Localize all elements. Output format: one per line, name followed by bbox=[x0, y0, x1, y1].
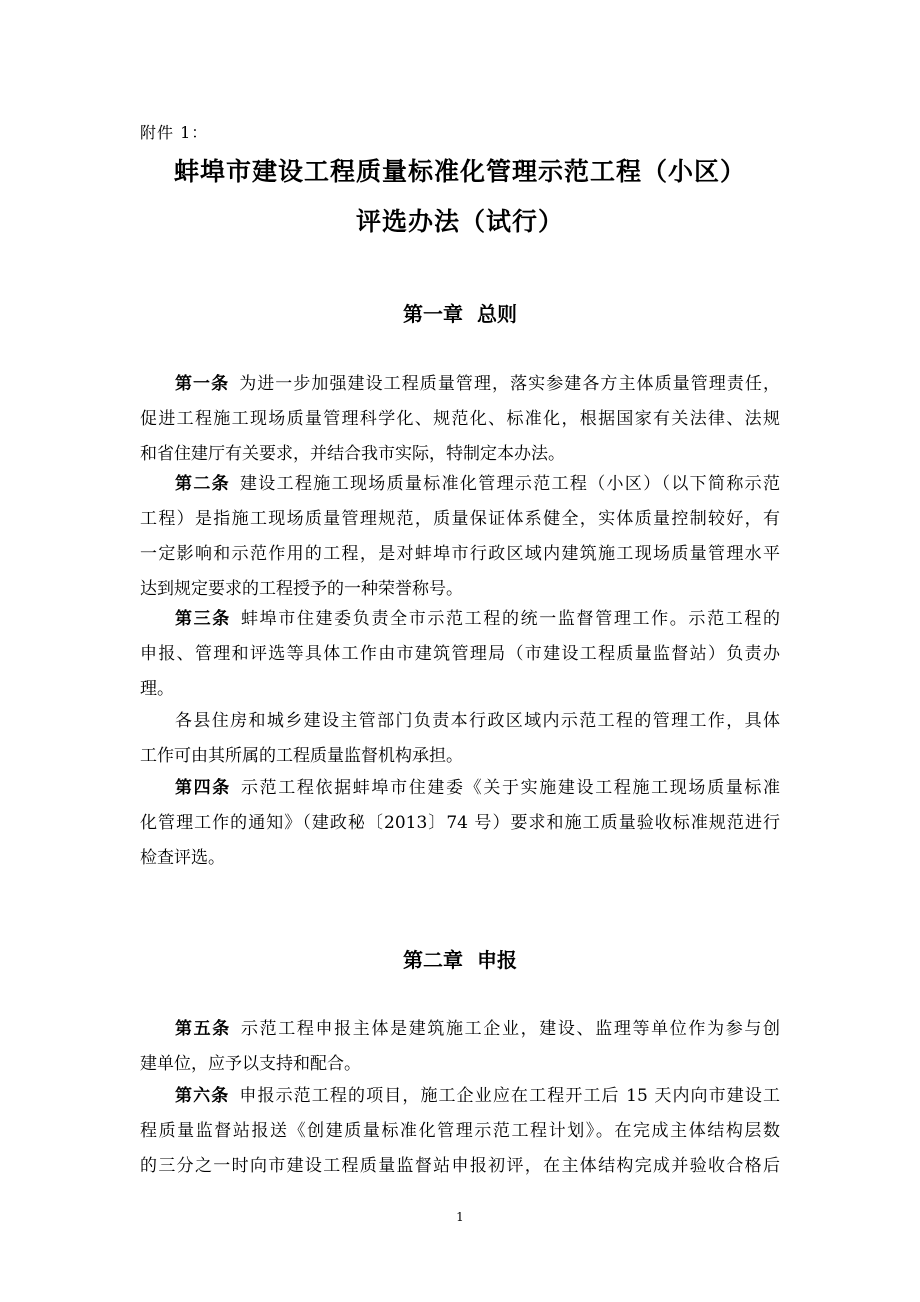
chapter-number: 第一章 bbox=[403, 302, 463, 326]
article-6 bbox=[140, 1079, 780, 1184]
paragraph-line: 第五条 示范工程申报主体是建筑施工企业，建设、监理等单位作为参与创 bbox=[175, 1019, 781, 1039]
paragraph-line: 检查评选。 bbox=[140, 848, 225, 868]
article-4 bbox=[140, 771, 780, 876]
paragraph-line: 第六条 申报示范工程的项目，施工企业应在工程开工后 15 天内向市建设工 bbox=[175, 1086, 780, 1106]
paragraph-line: 第一条 为进一步加强建设工程质量管理，落实参建各方主体质量管理责任， bbox=[175, 374, 780, 394]
document-title-line-2: 评选办法（试行） bbox=[355, 207, 564, 236]
paragraph-line: 促进工程施工现场质量管理科学化、规范化、标准化，根据国家有关法律、法规 bbox=[140, 409, 780, 429]
paragraph-line: 的三分之一时向市建设工程质量监督站申报初评，在主体结构完成并验收合格后 bbox=[140, 1156, 780, 1176]
chapter-name: 申报 bbox=[477, 948, 517, 972]
page-number: 1 bbox=[456, 1210, 464, 1224]
document-title-line-1: 蚌埠市建设工程质量标准化管理示范工程（小区） bbox=[173, 157, 746, 186]
article-label: 第五条 bbox=[175, 1019, 231, 1039]
article-label: 第三条 bbox=[175, 609, 231, 629]
article-label: 第四条 bbox=[175, 778, 231, 798]
paragraph-line: 各县住房和城乡建设主管部门负责本行政区域内示范工程的管理工作，具体 bbox=[175, 711, 780, 731]
chapter-heading-2 bbox=[0, 944, 920, 973]
article-2 bbox=[140, 467, 780, 607]
chapter-heading-1 bbox=[0, 298, 920, 327]
paragraph-line: 一定影响和示范作用的工程，是对蚌埠市行政区域内建筑施工现场质量管理水平 bbox=[140, 544, 780, 564]
article-label: 第一条 bbox=[175, 374, 230, 394]
paragraph-line: 申报、管理和评选等具体工作由市建筑管理局（市建设工程质量监督站）负责办 bbox=[140, 644, 780, 664]
article-1 bbox=[140, 367, 780, 472]
paragraph-line: 理。 bbox=[140, 679, 174, 699]
paragraph-line: 达到规定要求的工程授予的一种荣誉称号。 bbox=[140, 579, 463, 599]
paragraph-line: 化管理工作的通知》（建政秘〔2013〕74 号）要求和施工质量验收标准规范进行 bbox=[140, 813, 780, 833]
attachment-label: 附件 1： bbox=[140, 123, 209, 142]
paragraph-line: 建单位，应予以支持和配合。 bbox=[140, 1054, 361, 1074]
paragraph-line: 和省住建厅有关要求，并结合我市实际，特制定本办法。 bbox=[140, 444, 565, 464]
chapter-number: 第二章 bbox=[403, 948, 463, 972]
paragraph-line: 工作可由其所属的工程质量监督机构承担。 bbox=[140, 746, 463, 766]
article-label: 第二条 bbox=[175, 474, 230, 494]
chapter-name: 总则 bbox=[477, 302, 517, 326]
article-label: 第六条 bbox=[175, 1086, 230, 1106]
paragraph-line: 程质量监督站报送《创建质量标准化管理示范工程计划》。在完成主体结构层数 bbox=[140, 1121, 780, 1141]
paragraph-counties bbox=[140, 704, 780, 774]
paragraph-line: 工程）是指施工现场质量管理规范，质量保证体系健全，实体质量控制较好，有 bbox=[140, 509, 780, 529]
paragraph-line: 第二条 建设工程施工现场质量标准化管理示范工程（小区）（以下简称示范 bbox=[175, 474, 780, 494]
paragraph-line: 第四条 示范工程依据蚌埠市住建委《关于实施建设工程施工现场质量标准 bbox=[175, 778, 781, 798]
article-3 bbox=[140, 602, 780, 707]
article-5 bbox=[140, 1012, 780, 1082]
paragraph-line: 第三条 蚌埠市住建委负责全市示范工程的统一监督管理工作。示范工程的 bbox=[175, 609, 781, 629]
